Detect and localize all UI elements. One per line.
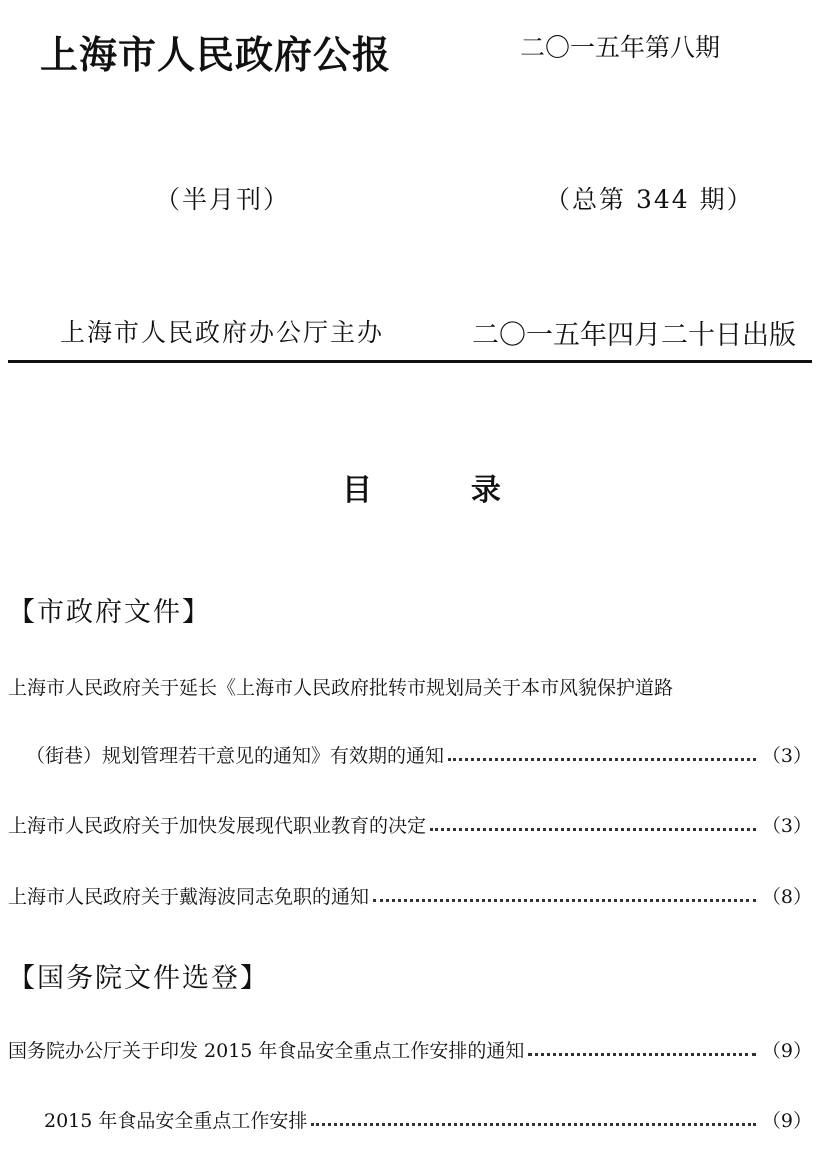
publish-date: 二〇一五年四月二十日出版 [472,320,796,351]
leader-dots [373,899,756,902]
toc-entry-text: 2015 年食品安全重点工作安排 [44,1110,308,1132]
toc-heading-left: 目 [342,473,372,508]
publication-frequency: （半月刊） [155,185,291,214]
section-label-city-government: 【市政府文件】 [8,597,211,628]
toc-entry-line1: 上海市人民政府关于延长《上海市人民政府批转市规划局关于本市风貌保护道路 [8,677,674,699]
toc-entry[interactable] [26,742,812,768]
toc-entry-page: （8） [761,886,812,908]
toc-entry-page: （9） [761,1040,812,1062]
publisher-host: 上海市人民政府办公厅主办 [60,318,385,347]
toc-entry[interactable] [8,883,812,909]
total-issue-number: （总第 344 期） [545,185,754,214]
toc-entry-page: （3） [761,745,812,767]
toc-entry-page: （9） [761,1110,812,1132]
toc-entry[interactable] [8,812,812,838]
publication-title: 上海市人民政府公报 [40,32,392,77]
leader-dots [311,1123,756,1126]
toc-entry-text: 国务院办公厅关于印发 2015 年食品安全重点工作安排的通知 [8,1040,525,1062]
toc-entry[interactable] [44,1107,812,1133]
toc-heading [342,465,501,509]
section-label-state-council: 【国务院文件选登】 [8,963,269,994]
header-divider [8,360,812,363]
leader-dots [528,1053,755,1056]
leader-dots [430,828,756,831]
toc-entry-text: （街巷）规划管理若干意见的通知》有效期的通知 [26,745,445,767]
issue-number: 二〇一五年第八期 [520,33,721,62]
toc-entry-text: 上海市人民政府关于加快发展现代职业教育的决定 [8,815,427,837]
toc-entry-text: 上海市人民政府关于戴海波同志免职的通知 [8,886,370,908]
toc-heading-right: 录 [470,473,501,508]
toc-entry-page: （3） [761,815,812,837]
toc-entry[interactable] [8,1037,812,1063]
leader-dots [448,758,756,761]
